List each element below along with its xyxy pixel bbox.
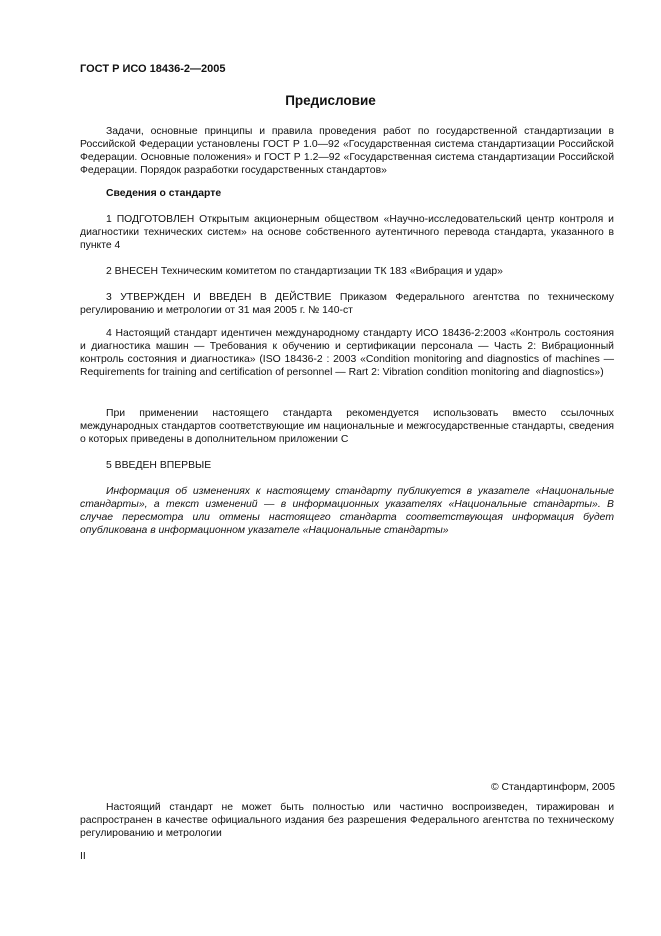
note-paragraph: При применении настоящего стандарта рекомендуется использовать вместо ссылочных международных стандартов соответствующие им национальные и межгосударственные стандарты, сведения о которых приведены в дополнительном приложении С [80, 408, 614, 445]
info-italic-paragraph: Информация об изменениях к настоящему стандарту публикуется в указателе «Национальные стандарты», а текст изменений — в информационных указателях «Национальные стандарты». В случае пересмотра или отмены настоящего стандарта соответствующая информация будет опубликована в информационном указателе «Национальные стандарты» [80, 486, 614, 536]
page-number: II [80, 851, 86, 862]
item-1-paragraph: 1 ПОДГОТОВЛЕН Открытым акционерным обществом «Научно-исследовательский центр контроля и диагностики технических систем» на основе собственного аутентичного перевода стандарта, указанного в пункте 4 [80, 214, 614, 251]
item-2-paragraph: 2 ВНЕСЕН Техническим комитетом по стандартизации ТК 183 «Вибрация и удар» [106, 266, 503, 277]
page-title: Предисловие [285, 93, 376, 108]
document-header: ГОСТ Р ИСО 18436-2—2005 [80, 63, 226, 75]
copyright-notice: Настоящий стандарт не может быть полностью или частично воспроизведен, тиражирован и распространен в качестве официального издания без разрешения Федерального агентства по техническому регулированию и метрологии [80, 802, 614, 839]
item-4-paragraph: 4 Настоящий стандарт идентичен международному стандарту ИСО 18436-2:2003 «Контроль состояния и диагностика машин — Требования к обучению и сертификации персонала — Часть 2: Вибрационный контроль состояния и диагностика» (ISO 18436-2 : 2003 «Condition monitoring and diagnostics of machines — Requirements for training and certification of personnel — Rart 2: Vibration condition monitoring and diagnostics») [80, 328, 614, 378]
intro-paragraph: Задачи, основные принципы и правила проведения работ по государственной стандартизации в Российской Федерации установлены ГОСТ Р 1.0—92 «Государственная система стандартизации Российской Федерации. Основные положения» и ГОСТ Р 1.2—92 «Государственная система стандартизации Российской Федерации. Порядок разработки государственных стандартов» [80, 126, 614, 176]
item-5-paragraph: 5 ВВЕДЕН ВПЕРВЫЕ [106, 460, 212, 471]
item-3-paragraph: 3 УТВЕРЖДЕН И ВВЕДЕН В ДЕЙСТВИЕ Приказом Федерального агентства по техническому регулированию и метрологии от 31 мая 2005 г. № 140-ст [80, 292, 614, 316]
copyright-line: © Стандартинформ, 2005 [490, 782, 615, 793]
section-heading: Сведения о стандарте [106, 188, 222, 199]
